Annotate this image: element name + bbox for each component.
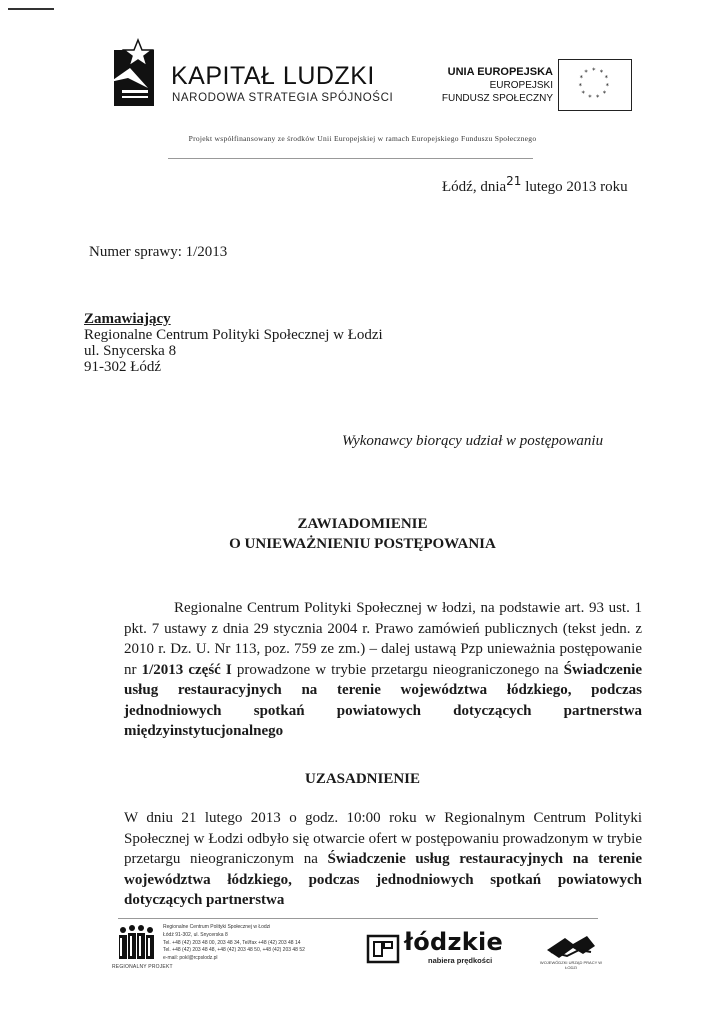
p1-text-c: prowadzone w trybie przetargu nieograniczonego na (236, 661, 559, 678)
efs-label-2: FUNDUSZ SPOŁECZNY (441, 93, 553, 104)
svg-text:*: * (578, 81, 583, 90)
svg-text:*: * (588, 93, 592, 102)
addressee-street: ul. Snycerska 8 (84, 343, 177, 359)
lodzkie-emblem-icon (366, 934, 400, 964)
footer-address-line-4: Tel. +48 (42) 203 48 48, +48 (42) 203 48 50, +48 (42) 203 48 52 (163, 947, 305, 954)
footer-address-line-1: Regionalne Centrum Polityki Społecznej w Łodzi (163, 924, 271, 930)
header-divider (168, 158, 533, 159)
document-title (0, 514, 725, 554)
kapital-ludzki-logo (108, 38, 160, 110)
svg-text:*: * (605, 81, 609, 90)
eu-fund-label (442, 66, 553, 105)
paragraph-justification (124, 808, 642, 911)
project-cofinancing-note: Projekt współfinansowany ze środków Unii Europejskiej w ramach Europejskiego Funduszu Społecznego (188, 134, 537, 143)
date-prefix: Łódź, dnia (442, 179, 507, 195)
margin-mark (8, 8, 54, 10)
eu-flag-icon (558, 59, 632, 111)
lodzkie-wordmark: łódzkie (404, 928, 504, 956)
svg-text:*: * (592, 66, 596, 75)
eu-label: UNIA EUROPEJSKA (447, 66, 553, 78)
kapital-ludzki-title: KAPITAŁ LUDZKI (171, 62, 375, 90)
footer-divider (118, 918, 598, 919)
footer-address-line-5: e-mail: pokl@rcpslodz.pl (163, 955, 218, 962)
kapital-ludzki-subtitle: NARODOWA STRATEGIA SPÓJNOŚCI (172, 92, 394, 104)
addressee-name: Regionalne Centrum Polityki Społecznej w Łodzi (84, 327, 383, 343)
footer-address-line-2: Łódź 91-302, ul. Snycerska 8 (163, 931, 228, 938)
p2-subject: Świadczenie usług restauracyjnych na terenie województwa łódzkiego, podczas jednodniowych spotkań powiatowych dotyczących partnerstwa (124, 851, 643, 908)
title-line-2: O UNIEWAŻNIENIU POSTĘPOWANIA (229, 536, 496, 552)
rcps-caption: REGIONALNY PROJEKT (112, 964, 173, 970)
svg-text:*: * (595, 93, 600, 102)
addressee-city: 91-302 Łódź (84, 359, 162, 375)
date-suffix: lutego 2013 roku (525, 179, 628, 195)
addressee-block (84, 311, 383, 375)
recipients-line: Wykonawcy biorący udział w postępowaniu (342, 433, 604, 449)
p1-text-a: Regionalne Centrum Polityki Społecznej w łodzi, na podstawie art. 93 ust. 1 pkt. 7 ustawy z dnia 29 stycznia 2004 r. Prawo zamówień publicznych (tekst jedn. z 2010 r. Dz. U. Nr 113, poz. 759 ze zm.) – dalej ustawą Pzp unieważnia postępowanie nr (124, 600, 642, 678)
p1-subject: Świadczenie usług restauracyjnych na terenie województwa łódzkiego, podczas jednodniowych spotkań powiatowych dotyczących partnerstwa międzyinstytucjonalnego (124, 661, 642, 739)
svg-text:*: * (579, 74, 583, 83)
rcps-logo-icon (116, 922, 156, 964)
svg-text:*: * (602, 89, 607, 98)
paragraph-cancellation (124, 598, 642, 742)
svg-text:*: * (599, 68, 604, 77)
svg-text:*: * (584, 68, 588, 77)
addressee-label: Zamawiający (84, 311, 171, 327)
p2-text-a: W dniu 21 lutego 2013 o godz. 10:00 roku w Regionalnym Centrum Polityki Społecznej w Łodzi odbyło się otwarcie ofert w postępowaniu prowadzonym w trybie przetargu nieograniczonym na (124, 810, 642, 867)
wup-caption: WOJEWÓDZKI URZĄD PRACY W ŁODZI (539, 960, 603, 970)
efs-label-1: EUROPEJSKI (489, 80, 553, 91)
letter-date (442, 174, 628, 197)
footer-address-line-3: Tel. +48 (42) 203 48 00, 203 48 34, Tel/fax +48 (42) 203 48 14 (163, 939, 301, 946)
svg-text:*: * (581, 89, 585, 98)
section-heading-justification: UZASADNIENIE (304, 771, 421, 787)
date-handwritten: 21 (506, 174, 522, 188)
case-number: Numer sprawy: 1/2013 (89, 244, 228, 260)
footer-address (163, 924, 305, 963)
lodzkie-tagline: nabiera prędkości (428, 956, 493, 965)
svg-text:*: * (604, 74, 608, 83)
title-line-1: ZAWIADOMIENIE (297, 516, 428, 532)
p1-case-ref: 1/2013 część I (141, 661, 232, 678)
